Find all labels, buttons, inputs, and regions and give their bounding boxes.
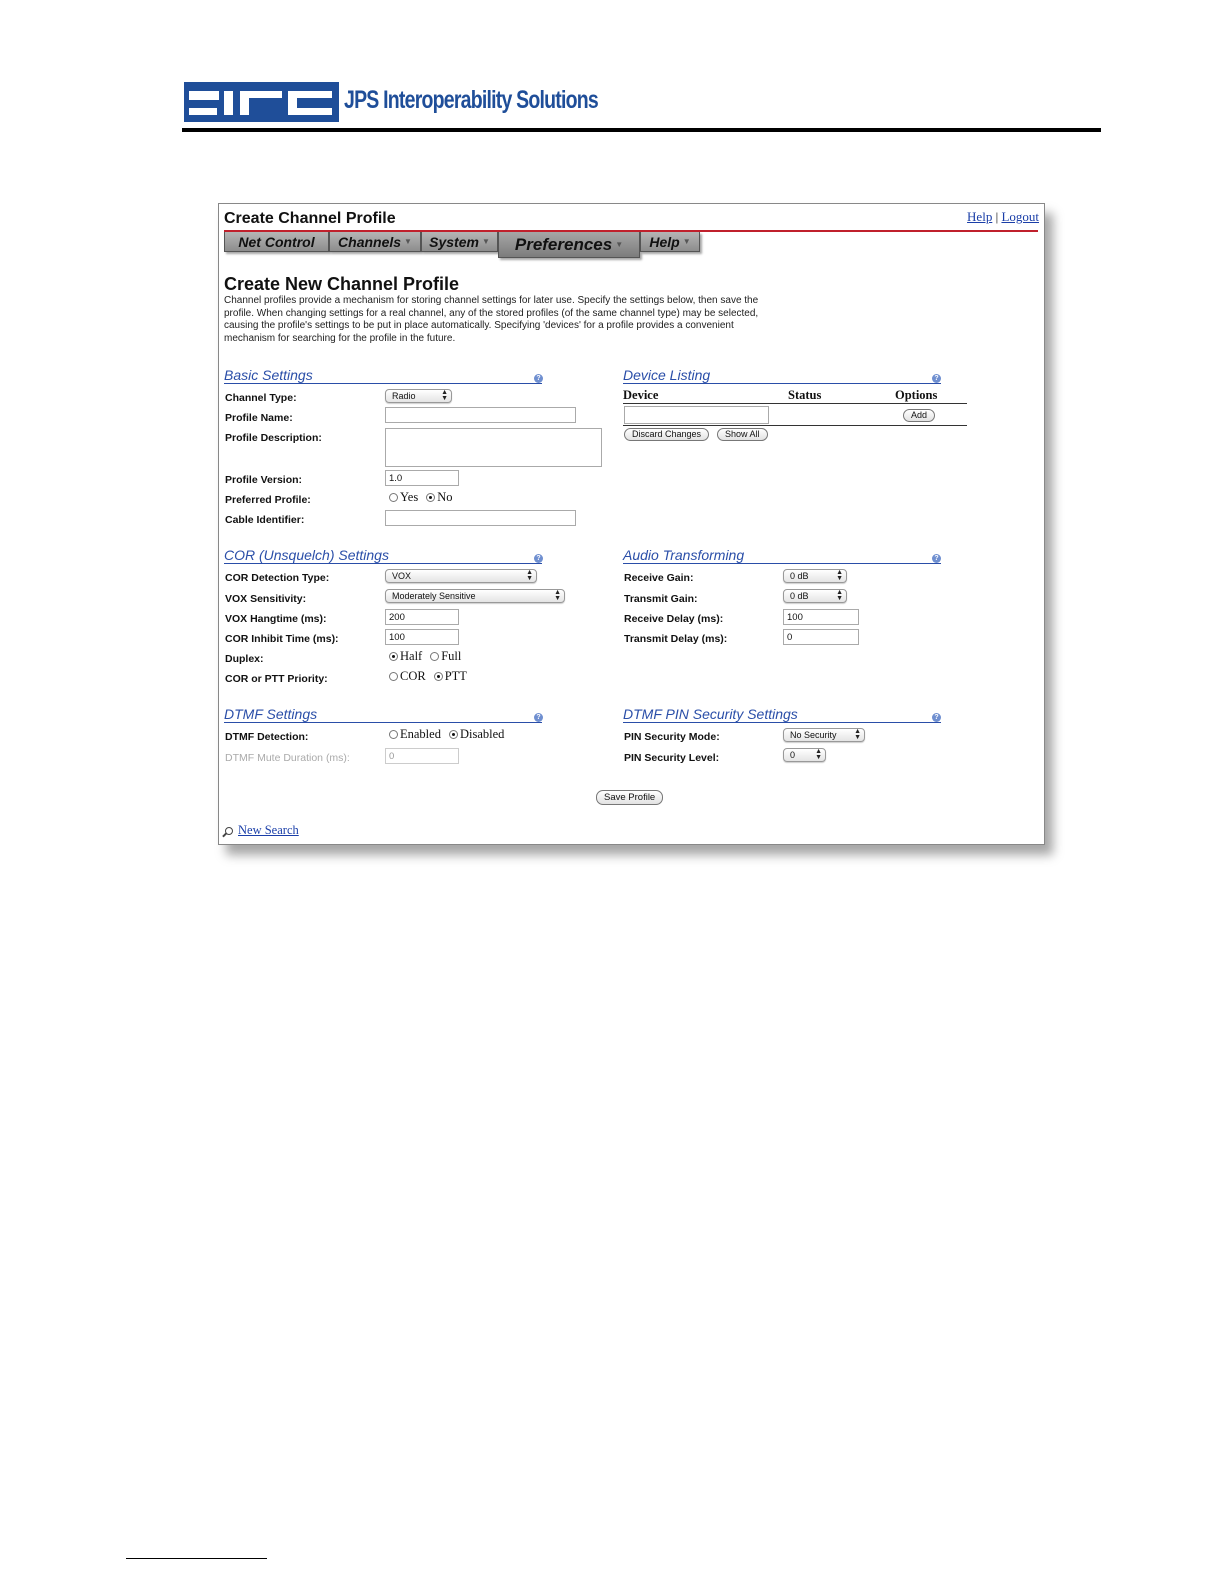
preferred-profile-radio-group [389, 490, 460, 505]
vox-sensitivity-select[interactable] [385, 589, 565, 603]
nav-label: Channels [338, 233, 402, 250]
radio-label: Half [400, 649, 423, 663]
profile-description-textarea[interactable] [385, 428, 602, 467]
preferred-no-option[interactable] [426, 490, 452, 505]
jps-logo [184, 82, 339, 122]
transmit-delay-label: Transmit Delay (ms): [624, 633, 728, 645]
receive-gain-select[interactable] [783, 569, 847, 583]
cor-settings-title: COR (Unsquelch) Settings [224, 547, 389, 563]
transmit-gain-select[interactable] [783, 589, 847, 603]
select-value: Moderately Sensitive [392, 591, 476, 601]
dtmf-mute-duration-label: DTMF Mute Duration (ms): [225, 752, 350, 764]
logout-link[interactable]: Logout [1001, 209, 1039, 224]
new-search [225, 823, 299, 838]
nav-preferences[interactable] [498, 232, 640, 258]
duplex-radio-group [389, 649, 469, 664]
radio-label: Yes [400, 490, 419, 504]
cor-inhibit-time-label: COR Inhibit Time (ms): [225, 633, 339, 645]
select-value: VOX [392, 571, 412, 581]
dtmf-mute-duration-input [385, 748, 459, 764]
profile-name-input[interactable] [385, 407, 576, 423]
radio-label: Full [441, 649, 462, 663]
company-name: JPS Interoperability Solutions [344, 86, 598, 114]
profile-name-label: Profile Name: [225, 412, 293, 424]
device-listing-title: Device Listing [623, 367, 711, 383]
section-rule [224, 722, 542, 723]
nav-help[interactable] [640, 232, 700, 252]
select-value: 0 [790, 750, 796, 760]
profile-version-input[interactable] [385, 470, 459, 486]
radio-label: COR [400, 669, 426, 683]
select-value: 0 dB [790, 591, 809, 601]
cable-identifier-label: Cable Identifier: [225, 514, 305, 526]
dtmf-pin-security-title: DTMF PIN Security Settings [623, 706, 798, 722]
new-search-link[interactable]: New Search [238, 823, 299, 837]
radio-enabled[interactable] [389, 730, 398, 739]
channel-type-label: Channel Type: [225, 392, 297, 404]
cor-ptt-priority-label: COR or PTT Priority: [225, 673, 328, 685]
footnote-rule [126, 1558, 267, 1559]
radio-full[interactable] [430, 652, 439, 661]
device-input[interactable] [624, 406, 769, 424]
search-icon [225, 827, 233, 835]
radio-disabled[interactable] [449, 730, 458, 739]
cable-identifier-input[interactable] [385, 510, 576, 526]
select-arrows-icon: ▲ ▼ [526, 569, 533, 582]
status-column-header: Status [788, 388, 822, 402]
nav-label: Preferences [514, 234, 613, 254]
nav-label: System [429, 233, 479, 250]
table-footer-rule [623, 425, 967, 426]
receive-delay-label: Receive Delay (ms): [624, 613, 724, 625]
dtmf-detection-radio-group [389, 727, 512, 742]
link-separator: | [995, 209, 999, 224]
save-profile-button[interactable]: Save Profile [596, 790, 663, 805]
priority-ptt-option[interactable] [434, 669, 467, 684]
table-header-rule [623, 403, 967, 404]
help-icon[interactable]: ? [932, 554, 941, 563]
nav-bar [224, 232, 700, 254]
profile-description-label: Profile Description: [225, 432, 322, 444]
dtmf-disabled-option[interactable] [449, 727, 504, 742]
duplex-full-option[interactable] [430, 649, 461, 664]
cor-detection-type-select[interactable] [385, 569, 537, 583]
select-value: 0 dB [790, 571, 809, 581]
radio-label: Enabled [400, 727, 441, 741]
duplex-label: Duplex: [225, 653, 264, 665]
select-arrows-icon: ▲ ▼ [836, 589, 843, 602]
dtmf-settings-title: DTMF Settings [224, 706, 318, 722]
nav-label: Help [649, 233, 680, 250]
priority-cor-option[interactable] [389, 669, 426, 684]
profile-version-label: Profile Version: [225, 474, 303, 486]
receive-gain-label: Receive Gain: [624, 572, 694, 584]
help-icon[interactable]: ? [932, 374, 941, 383]
transmit-gain-label: Transmit Gain: [624, 593, 698, 605]
section-rule [623, 563, 941, 564]
nav-channels[interactable] [329, 232, 421, 252]
nav-system[interactable] [421, 232, 498, 252]
section-rule [623, 722, 941, 723]
dtmf-detection-label: DTMF Detection: [225, 731, 309, 743]
help-icon[interactable]: ? [534, 374, 543, 383]
nav-label: Net Control [238, 233, 315, 250]
section-rule [623, 383, 941, 384]
duplex-half-option[interactable] [389, 649, 422, 664]
select-arrows-icon: ▲ ▼ [815, 748, 822, 761]
radio-label: No [437, 490, 453, 504]
help-icon[interactable]: ? [534, 713, 543, 722]
dropdown-caret-icon: ▼ [404, 237, 412, 246]
options-column-header: Options [895, 388, 938, 402]
select-value: Radio [392, 391, 416, 401]
cor-detection-type-label: COR Detection Type: [225, 572, 330, 584]
radio-ptt[interactable] [434, 672, 443, 681]
page-heading: Create New Channel Profile [224, 274, 460, 294]
header-rule [182, 128, 1101, 132]
transmit-delay-input[interactable] [783, 629, 859, 645]
dropdown-caret-icon: ▼ [481, 237, 490, 246]
nav-net-control[interactable] [224, 232, 329, 252]
preferred-yes-option[interactable] [389, 490, 418, 505]
help-icon[interactable]: ? [534, 554, 543, 563]
add-button[interactable]: Add [903, 409, 935, 422]
pin-security-mode-label: PIN Security Mode: [624, 731, 720, 743]
radio-cor[interactable] [389, 672, 398, 681]
dtmf-enabled-option[interactable] [389, 727, 441, 742]
vox-hangtime-label: VOX Hangtime (ms): [225, 613, 327, 625]
radio-yes[interactable] [389, 493, 398, 502]
section-rule [224, 383, 542, 384]
cor-inhibit-time-input[interactable] [385, 629, 459, 645]
radio-half[interactable] [389, 652, 398, 661]
select-arrows-icon: ▲ ▼ [441, 389, 448, 402]
pin-security-mode-select[interactable] [783, 728, 865, 742]
basic-settings-title: Basic Settings [224, 367, 313, 383]
section-rule [224, 563, 542, 564]
dropdown-caret-icon: ▼ [682, 237, 691, 246]
window-title: Create Channel Profile [224, 210, 396, 227]
audio-transforming-title: Audio Transforming [623, 547, 745, 563]
receive-delay-input[interactable] [783, 609, 859, 625]
select-arrows-icon: ▲ ▼ [554, 589, 561, 602]
top-links [967, 209, 1039, 225]
dropdown-caret-icon: ▼ [615, 240, 624, 249]
page-intro: Channel profiles provide a mechanism for storing channel settings for later use. Specify the settings below, then save the profile. When changing settings for a real channel, any of the stored profiles (of the same channel type) may be selected, causing the profile's settings to be put in place automatically. Specifying 'devices' for a profile provides a convenient mechanism for searching for the profile in the future. [224, 295, 759, 344]
pin-security-level-select[interactable] [783, 748, 826, 762]
vox-hangtime-input[interactable] [385, 609, 459, 625]
select-arrows-icon: ▲ ▼ [854, 728, 861, 741]
pin-security-level-label: PIN Security Level: [624, 752, 720, 764]
show-all-button[interactable]: Show All [717, 428, 768, 441]
discard-changes-button[interactable]: Discard Changes [624, 428, 709, 441]
radio-label: Disabled [459, 727, 505, 741]
channel-type-select[interactable] [385, 389, 452, 403]
radio-label: PTT [444, 669, 467, 683]
help-link[interactable]: Help [967, 209, 993, 224]
select-arrows-icon: ▲ ▼ [836, 569, 843, 582]
preferred-profile-label: Preferred Profile: [225, 494, 311, 506]
select-value: No Security [790, 730, 837, 740]
vox-sensitivity-label: VOX Sensitivity: [225, 593, 307, 605]
device-column-header: Device [623, 388, 659, 402]
priority-radio-group [389, 669, 475, 684]
app-window [218, 203, 1045, 845]
radio-no[interactable] [426, 493, 435, 502]
help-icon[interactable]: ? [932, 713, 941, 722]
